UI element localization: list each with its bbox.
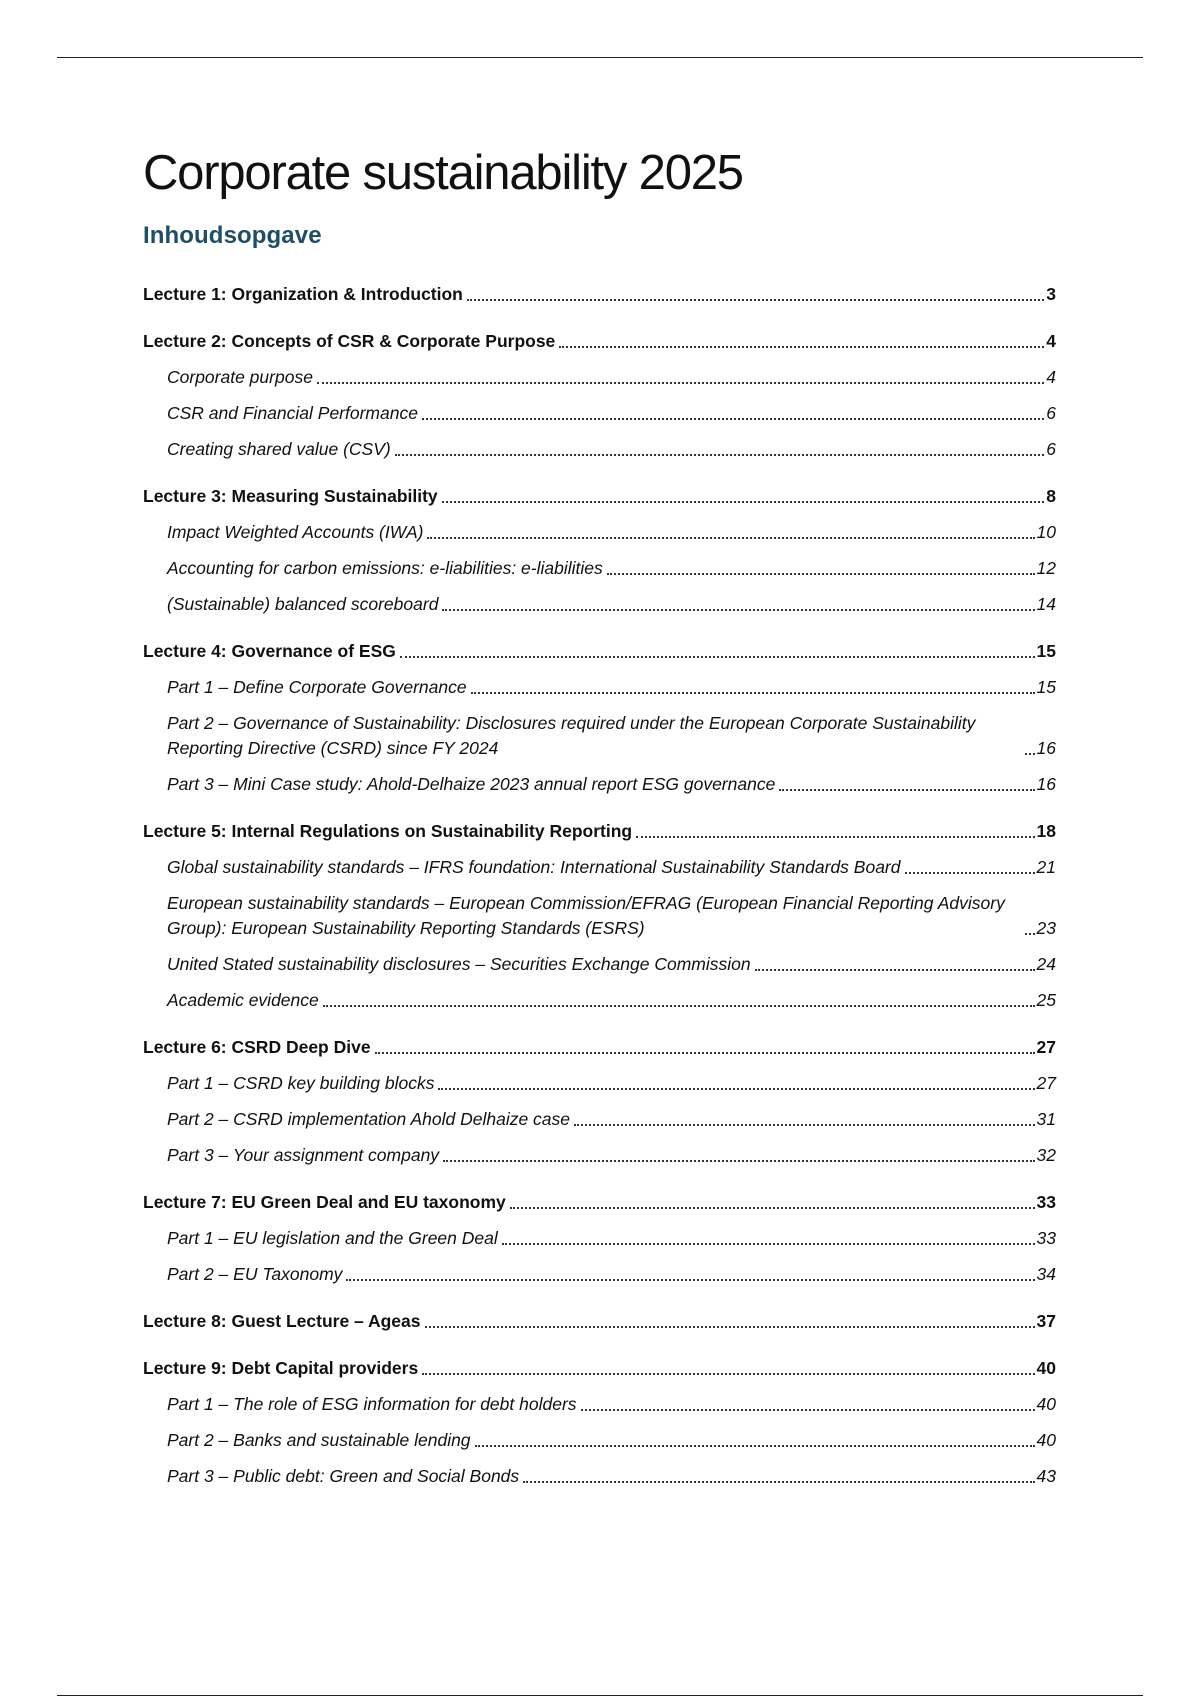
toc-page-number: 6 [1046, 403, 1056, 423]
toc-entry-label: Part 2 – Governance of Sustainability: Disclosures required under the European Corporate Sustainability Reporting Directive (CSRD) since FY 2024 [167, 713, 976, 758]
toc-lecture-link[interactable] [143, 1190, 1056, 1215]
dot-leader [467, 299, 1044, 301]
toc-part-link[interactable] [143, 772, 1056, 797]
dot-leader [346, 1279, 1034, 1281]
toc-entry-label: Lecture 6: CSRD Deep Dive [143, 1037, 371, 1057]
toc-heading: Inhoudsopgave [143, 222, 322, 249]
toc-page-number: 4 [1046, 367, 1056, 387]
toc-page-number: 16 [1036, 774, 1056, 794]
toc-entry-label: Part 2 – EU Taxonomy [167, 1264, 343, 1284]
document-title: Corporate sustainability 2025 [143, 146, 743, 200]
toc-page-number: 33 [1036, 1228, 1056, 1248]
dot-leader [559, 346, 1044, 348]
toc-page-number: 4 [1046, 331, 1056, 351]
toc-page-number: 15 [1036, 677, 1056, 697]
toc-entry-label: Part 3 – Public debt: Green and Social Bonds [167, 1466, 520, 1486]
toc-entry-label: Lecture 3: Measuring Sustainability [143, 486, 438, 506]
toc-part-link[interactable] [143, 592, 1056, 617]
toc-entry-label: Part 1 – CSRD key building blocks [167, 1073, 435, 1093]
toc-lecture-link[interactable] [143, 1356, 1056, 1381]
toc-part-link[interactable] [143, 952, 1056, 977]
toc-page-number: 43 [1036, 1466, 1056, 1486]
toc-lecture-link[interactable] [143, 639, 1056, 664]
toc-page-number: 40 [1036, 1394, 1056, 1414]
toc-page-number: 14 [1036, 594, 1056, 614]
dot-leader [400, 656, 1035, 658]
dot-leader [442, 501, 1045, 503]
toc-lecture-link[interactable] [143, 329, 1056, 354]
dot-leader [317, 382, 1044, 384]
dot-leader [422, 418, 1044, 420]
toc-lecture-link[interactable] [143, 819, 1056, 844]
dot-leader [755, 969, 1035, 971]
toc-page-number: 32 [1036, 1145, 1056, 1165]
toc-page-number: 25 [1036, 990, 1056, 1010]
toc-page-number: 27 [1036, 1037, 1056, 1057]
toc-entry-label: Lecture 8: Guest Lecture – Ageas [143, 1311, 421, 1331]
toc-part-link[interactable] [143, 1262, 1056, 1287]
dot-leader [427, 537, 1034, 539]
toc-lecture-link[interactable] [143, 282, 1056, 307]
toc-entry-label: Part 2 – Banks and sustainable lending [167, 1430, 471, 1450]
toc-page-number: 16 [1036, 738, 1056, 758]
toc-lecture-link[interactable] [143, 1035, 1056, 1060]
toc-entry-label: Part 1 – Define Corporate Governance [167, 677, 467, 697]
toc-part-link[interactable] [143, 711, 1056, 761]
toc-page-number: 12 [1036, 558, 1056, 578]
toc-part-link[interactable] [143, 1392, 1056, 1417]
toc-page-number: 8 [1046, 486, 1056, 506]
toc-entry-label: Lecture 4: Governance of ESG [143, 641, 396, 661]
toc-part-link[interactable] [143, 520, 1056, 545]
toc-entry-label: Lecture 7: EU Green Deal and EU taxonomy [143, 1192, 506, 1212]
dot-leader [375, 1052, 1035, 1054]
toc-part-link[interactable] [143, 891, 1056, 941]
toc-entry-label: Lecture 2: Concepts of CSR & Corporate Purpose [143, 331, 556, 351]
toc-page-number: 10 [1036, 522, 1056, 542]
dot-leader [523, 1481, 1034, 1483]
dot-leader [779, 789, 1034, 791]
toc-page-number: 15 [1036, 641, 1056, 661]
toc-part-link[interactable] [143, 1143, 1056, 1168]
toc-lecture-link[interactable] [143, 484, 1056, 509]
toc-entry-label: Global sustainability standards – IFRS foundation: International Sustainability Standards Board [167, 857, 901, 877]
toc-page-number: 21 [1036, 857, 1056, 877]
toc-page-number: 37 [1036, 1311, 1056, 1331]
toc-part-link[interactable] [143, 855, 1056, 880]
dot-leader [422, 1373, 1034, 1375]
dot-leader [581, 1409, 1035, 1411]
toc-part-link[interactable] [143, 1107, 1056, 1132]
dot-leader [1025, 753, 1035, 755]
toc-entry-label: Creating shared value (CSV) [167, 439, 391, 459]
header-rule [57, 57, 1143, 58]
dot-leader [438, 1088, 1034, 1090]
toc-entry-label: Lecture 1: Organization & Introduction [143, 284, 463, 304]
toc-page-number: 40 [1036, 1358, 1056, 1378]
toc-page-number: 34 [1036, 1264, 1056, 1284]
dot-leader [607, 573, 1035, 575]
toc-page-number: 24 [1036, 954, 1056, 974]
dot-leader [1025, 933, 1035, 935]
table-of-contents [143, 282, 1056, 1489]
toc-page-number: 6 [1046, 439, 1056, 459]
toc-entry-label: Corporate purpose [167, 367, 313, 387]
toc-page-number: 31 [1036, 1109, 1056, 1129]
toc-page-number: 23 [1036, 918, 1056, 938]
dot-leader [471, 692, 1035, 694]
toc-entry-label: Lecture 9: Debt Capital providers [143, 1358, 419, 1378]
toc-part-link[interactable] [143, 1428, 1056, 1453]
dot-leader [475, 1445, 1035, 1447]
toc-page-number: 40 [1036, 1430, 1056, 1450]
toc-entry-label: European sustainability standards – European Commission/EFRAG (European Financial Reporting Advisory Group): European Sustainability Reporting Standards (ESRS) [167, 893, 1005, 938]
toc-entry-label: Lecture 5: Internal Regulations on Sustainability Reporting [143, 821, 633, 841]
toc-entry-label: CSR and Financial Performance [167, 403, 418, 423]
dot-leader [425, 1326, 1035, 1328]
dot-leader [905, 872, 1035, 874]
toc-part-link[interactable] [143, 401, 1056, 426]
dot-leader [636, 836, 1034, 838]
toc-part-link[interactable] [143, 556, 1056, 581]
toc-page-number: 18 [1036, 821, 1056, 841]
toc-entry-label: Academic evidence [167, 990, 319, 1010]
dot-leader [574, 1124, 1035, 1126]
toc-part-link[interactable] [143, 1226, 1056, 1251]
footer-rule [57, 1695, 1143, 1696]
toc-entry-label: Part 3 – Mini Case study: Ahold-Delhaize 2023 annual report ESG governance [167, 774, 776, 794]
toc-page-number: 27 [1036, 1073, 1056, 1093]
toc-part-link[interactable] [143, 1071, 1056, 1096]
toc-part-link[interactable] [143, 365, 1056, 390]
toc-lecture-link[interactable] [143, 1309, 1056, 1334]
toc-page-number: 3 [1046, 284, 1056, 304]
toc-entry-label: Accounting for carbon emissions: e-liabilities: e-liabilities [167, 558, 603, 578]
dot-leader [502, 1243, 1035, 1245]
toc-part-link[interactable] [143, 675, 1056, 700]
dot-leader [395, 454, 1045, 456]
toc-entry-label: Part 2 – CSRD implementation Ahold Delhaize case [167, 1109, 571, 1129]
toc-entry-label: (Sustainable) balanced scoreboard [167, 594, 439, 614]
toc-part-link[interactable] [143, 988, 1056, 1013]
toc-entry-label: United Stated sustainability disclosures – Securities Exchange Commission [167, 954, 751, 974]
dot-leader [442, 609, 1034, 611]
toc-page-number: 33 [1036, 1192, 1056, 1212]
toc-entry-label: Impact Weighted Accounts (IWA) [167, 522, 424, 542]
dot-leader [443, 1160, 1034, 1162]
toc-part-link[interactable] [143, 1464, 1056, 1489]
toc-entry-label: Part 1 – EU legislation and the Green Deal [167, 1228, 498, 1248]
dot-leader [510, 1207, 1035, 1209]
dot-leader [323, 1005, 1035, 1007]
toc-entry-label: Part 1 – The role of ESG information for debt holders [167, 1394, 577, 1414]
toc-part-link[interactable] [143, 437, 1056, 462]
toc-entry-label: Part 3 – Your assignment company [167, 1145, 440, 1165]
